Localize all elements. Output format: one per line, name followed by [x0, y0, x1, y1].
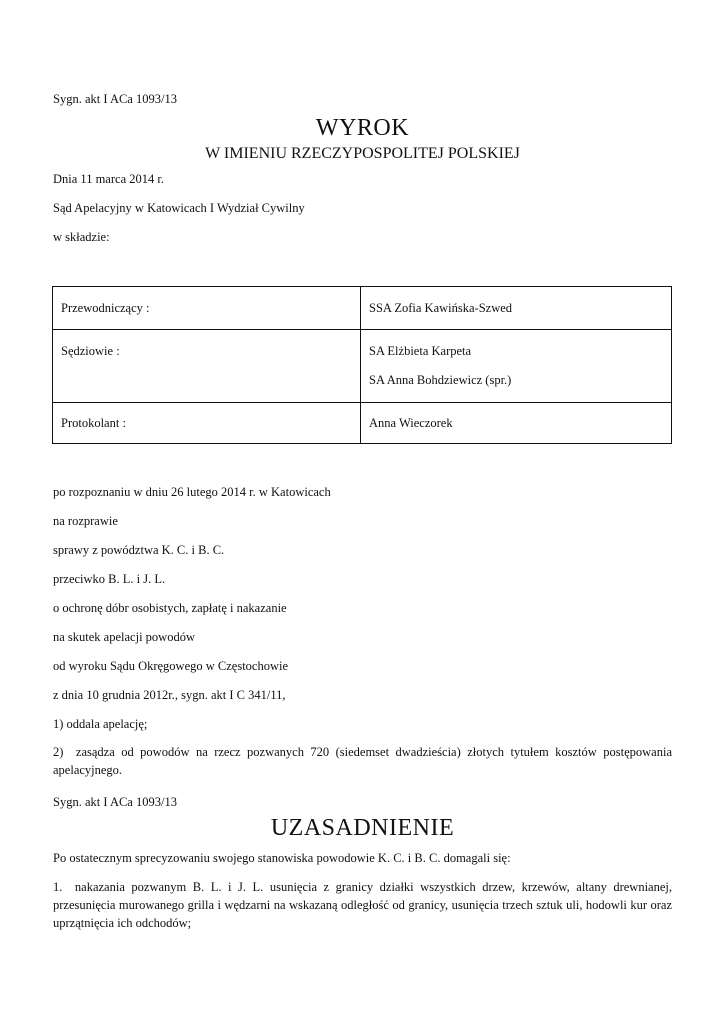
case-number: Sygn. akt I ACa 1093/13	[53, 92, 177, 106]
justification-intro: Po ostatecznym sprecyzowaniu swojego stanowiska powodowie K. C. i B. C. domagali się:	[53, 851, 511, 865]
judges-label: Sędziowie :	[61, 344, 120, 358]
table-row-judges	[53, 329, 671, 402]
ruling-item	[53, 717, 147, 732]
table-row-presiding	[53, 287, 671, 329]
composition-table	[52, 286, 672, 444]
composition-label: w składzie:	[53, 230, 110, 244]
ruling-number: 1)	[53, 717, 64, 731]
ruling-text: zasądza od powodów na rzecz pozwanych 720 (siedemset dwadzieścia) złotych tytułem kosztów postępowania apelacyjnego.	[53, 745, 672, 777]
judgment-date: Dnia 11 marca 2014 r.	[53, 172, 164, 186]
document-title: WYROK	[315, 115, 410, 141]
clerk-label: Protokolant :	[61, 416, 126, 430]
judge-1: SA Elżbieta Karpeta	[369, 344, 472, 358]
justification-title: UZASADNIENIE	[270, 815, 455, 841]
body-line: przeciwko B. L. i J. L.	[53, 572, 166, 586]
body-line: z dnia 10 grudnia 2012r., sygn. akt I C 341/11,	[53, 688, 286, 702]
body-line: na rozprawie	[53, 514, 118, 528]
document-subtitle: W IMIENIU RZECZYPOSPOLITEJ POLSKIEJ	[205, 145, 520, 162]
clerk-name: Anna Wieczorek	[369, 416, 453, 430]
table-row-clerk	[53, 402, 671, 445]
table-column-divider	[360, 287, 361, 443]
body-line: na skutek apelacji powodów	[53, 630, 195, 644]
justification-case-number: Sygn. akt I ACa 1093/13	[53, 795, 177, 809]
ruling-number: 2)	[53, 745, 64, 759]
body-line: od wyroku Sądu Okręgowego w Częstochowie	[53, 659, 289, 673]
presiding-judge: SSA Zofia Kawińska-Szwed	[369, 301, 513, 315]
judge-2: SA Anna Bohdziewicz (spr.)	[369, 373, 512, 387]
presiding-label: Przewodniczący :	[61, 301, 150, 315]
ruling-item	[53, 743, 672, 779]
ruling-text: oddala apelację;	[66, 717, 148, 731]
body-line: po rozpoznaniu w dniu 26 lutego 2014 r. w Katowicach	[53, 485, 331, 499]
point-text: nakazania pozwanym B. L. i J. L. usunięcia z granicy działki wszystkich drzew, krzewów, altany drewnianej, przesunięcia murowanego grilla i wędzarni na wskazaną odległość od granicy, usunięcia trzech sztuk uli, hodowli kur oraz uprzątnięcia ich odchodów;	[53, 880, 672, 930]
court-name: Sąd Apelacyjny w Katowicach I Wydział Cywilny	[53, 201, 305, 215]
point-number: 1.	[53, 880, 63, 894]
body-line: o ochronę dóbr osobistych, zapłatę i nakazanie	[53, 601, 287, 615]
justification-point	[53, 878, 672, 932]
body-line: sprawy z powództwa K. C. i B. C.	[53, 543, 225, 557]
